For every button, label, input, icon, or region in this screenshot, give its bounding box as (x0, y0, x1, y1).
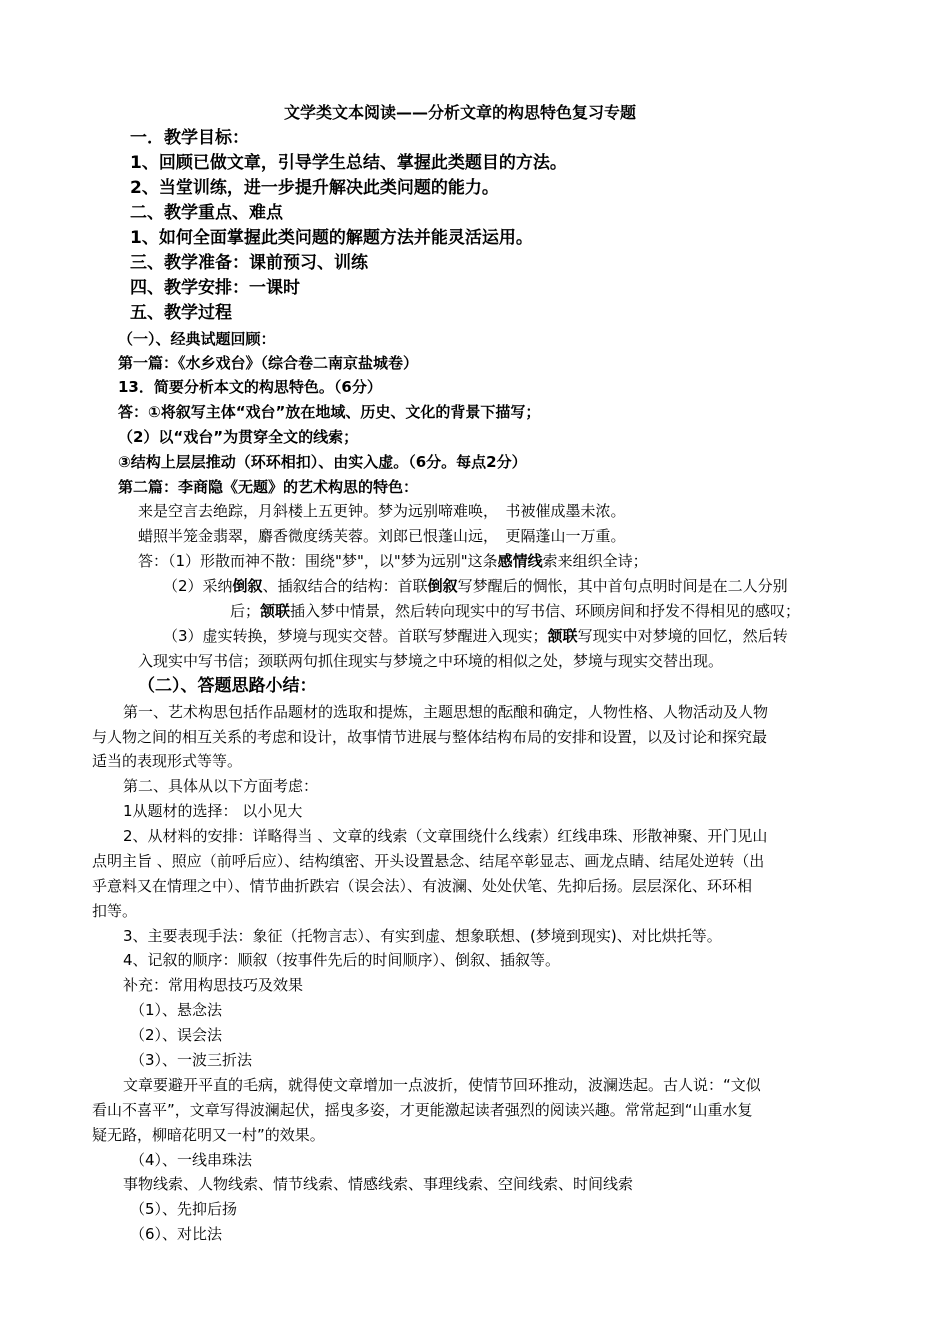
method-3-desc-line-1: 文章要避开平直的毛病，就得使文章增加一点波折，使情节回环推动，波澜迭起。古人说：“文似 (123, 1076, 761, 1094)
section-prep: 三、教学准备：课前预习、训练 (130, 253, 368, 273)
summary-item-3: 3、主要表现手法：象征（托物言志）、有实到虚、想象联想、(梦境到现实)、对比烘托等。 (123, 927, 722, 945)
poem-answer-2-cont (230, 601, 800, 621)
answer-line-3: ③结构上层层推动（环环相扣）、由实入虚。（6分。每点2分） (118, 453, 527, 471)
poem-answer-3-cont: 入现实中写书信；颈联两句抓住现实与梦境之中环境的相似之处，梦境与现实交替出现。 (138, 652, 724, 670)
method-2: （2）、误会法 (130, 1026, 223, 1044)
poem-answer-2-text-f: 后； (230, 602, 261, 620)
poem-line-1: 来是空言去绝踪，月斜楼上五更钟。梦为远别啼难唤， 书被催成墨未浓。 (138, 502, 626, 520)
summary-para-1-line-3: 适当的表现形式等等。 (92, 752, 243, 770)
poem-answer-2-text-h: 插入梦中情景，然后转向现实中的写书信、环顾房间和抒发不得相见的感叹； (290, 602, 801, 620)
supplement-heading: 补充：常用构思技巧及效果 (123, 976, 304, 994)
passage-2-heading: 第二篇：李商隐《无题》的艺术构思的特色： (118, 478, 419, 496)
method-5: （5）、先抑后扬 (130, 1200, 238, 1218)
poem-answer-3-bold: 颔联 (547, 627, 578, 645)
poem-answer-2 (163, 576, 788, 596)
section-process: 五、教学过程 (130, 303, 232, 323)
key-item-1: 1、如何全面掌握此类问题的解题方法并能灵活运用。 (130, 228, 533, 248)
poem-answer-1 (138, 551, 648, 571)
method-3-desc-line-2: 看山不喜平”，文章写得波澜起伏，摇曳多姿，才更能激起读者强烈的阅读兴趣。常常起到“山重水复 (92, 1101, 753, 1119)
summary-item-4: 4、记叙的顺序：顺叙（按事件先后的时间顺序）、倒叙、插叙等。 (123, 951, 561, 969)
poem-answer-2-text-e: 写梦醒后的惆怅，其中首句点明时间是在二人分别 (457, 577, 788, 595)
summary-item-2-line-1: 2、从材料的安排：详略得当 、文章的线索（文章围绕什么线索）红线串珠、形散神聚、开门见山 (123, 827, 768, 845)
poem-answer-3 (163, 626, 788, 646)
answer-line-1: 答：①将叙写主体“戏台”放在地域、历史、文化的背景下描写； (118, 403, 541, 421)
answer-line-2: （2）以“戏台”为贯穿全文的线索； (118, 428, 359, 446)
goal-item-1: 1、回顾已做文章，引导学生总结、掌握此类题目的方法。 (130, 153, 567, 173)
poem-answer-3-text-a: （3）虚实转换，梦境与现实交替。首联写梦醒进入现实； (163, 627, 548, 645)
summary-para-1-line-2: 与人物之间的相互关系的考虑和设计，故事情节进展与整体结构布局的安排和设置，以及讨论和探究最 (92, 728, 768, 746)
method-6: （6）、对比法 (130, 1225, 223, 1243)
summary-para-1-line-1: 第一、艺术构思包括作品题材的选取和提炼，主题思想的酝酿和确定，人物性格、人物活动及人物 (123, 703, 769, 721)
poem-answer-3-text-c: 写现实中对梦境的回忆，然后转 (577, 627, 788, 645)
goal-item-2: 2、当堂训练，进一步提升解决此类问题的能力。 (130, 178, 499, 198)
summary-item-2-line-4: 扣等。 (92, 902, 138, 920)
summary-item-2-line-2: 点明主旨 、照应（前呼后应）、结构缜密、开头设置悬念、结尾卒彰显志、画龙点睛、结尾处逆转（出 (92, 852, 765, 870)
summary-para-2: 第二、具体从以下方面考虑： (123, 777, 319, 795)
section-arrangement: 四、教学安排：一课时 (130, 278, 300, 298)
section-key-heading: 二、教学重点、难点 (130, 203, 283, 223)
summary-item-1: 1从题材的选择： 以小见大 (123, 802, 303, 820)
poem-answer-2-bold-2: 倒叙 (427, 577, 458, 595)
poem-answer-2-bold-3: 颔联 (260, 602, 291, 620)
summary-heading: （二）、答题思路小结： (138, 676, 317, 696)
poem-answer-2-text-c: 、插叙结合的结构：首联 (262, 577, 428, 595)
section-goal-heading: 一．教学目标： (130, 128, 249, 148)
poem-answer-1-text-a: 答：（1）形散而神不散：围绕"梦"，以"梦为远别"这条 (138, 552, 498, 570)
review-heading: （一）、经典试题回顾： (118, 330, 276, 348)
method-3: （3）、一波三折法 (130, 1051, 253, 1069)
question-13: 13．简要分析本文的构思特色。（6分） (118, 378, 382, 396)
method-3-desc-line-3: 疑无路，柳暗花明又一村”的效果。 (92, 1126, 325, 1144)
poem-answer-2-text-a: （2）采纳 (163, 577, 233, 595)
poem-answer-2-bold-1: 倒叙 (232, 577, 263, 595)
document-title: 文学类文本阅读——分析文章的构思特色复习专题 (284, 103, 637, 122)
method-1: （1）、悬念法 (130, 1001, 223, 1019)
passage-1-heading: 第一篇：《水乡戏台》（综合卷二南京盐城卷） (118, 354, 419, 372)
summary-item-2-line-3: 乎意料又在情理之中）、情节曲折跌宕（误会法）、有波澜、处处伏笔、先抑后扬。层层深化、环环相 (92, 877, 753, 895)
poem-answer-1-text-c: 索来组织全诗； (542, 552, 648, 570)
method-4: （4）、一线串珠法 (130, 1151, 253, 1169)
poem-line-2: 蜡照半笼金翡翠，麝香微度绣芙蓉。刘郎已恨蓬山远， 更隔蓬山一万重。 (138, 527, 626, 545)
method-4-desc: 事物线索、人物线索、情节线索、情感线索、事理线索、空间线索、时间线索 (123, 1175, 634, 1193)
poem-answer-1-bold: 感情线 (497, 552, 543, 570)
